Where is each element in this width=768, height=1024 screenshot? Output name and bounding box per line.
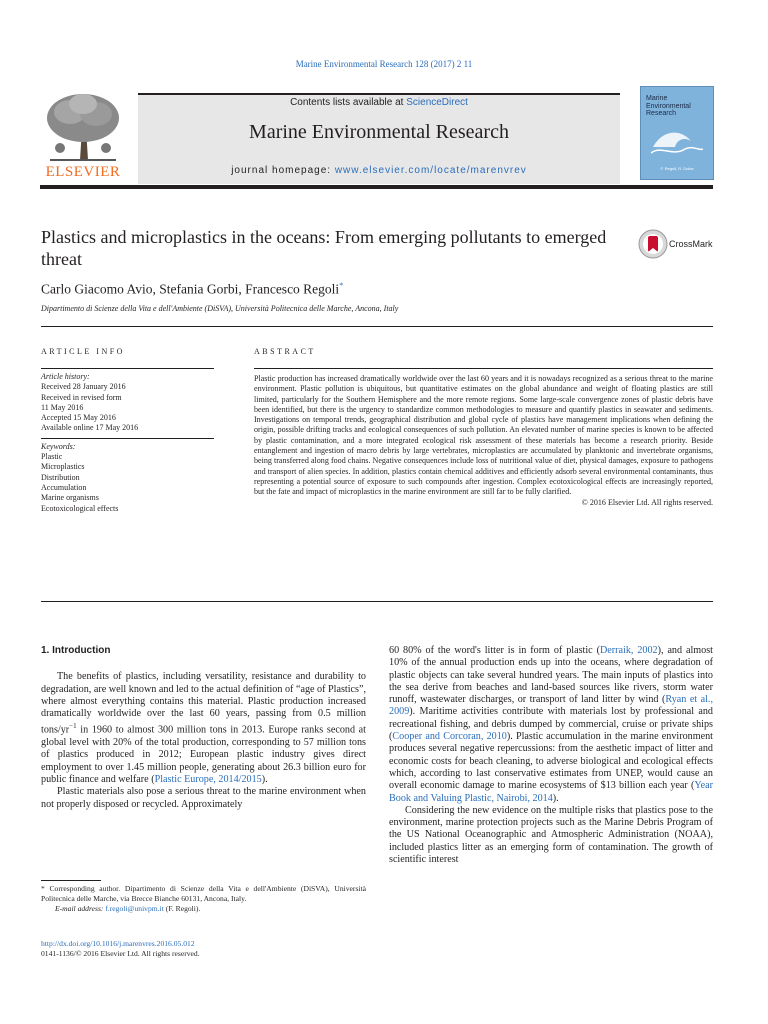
info-rule — [41, 368, 214, 369]
doi-block — [41, 939, 200, 959]
issn-line: 0141-1136/© 2016 Elsevier Ltd. All rights reserved. — [41, 949, 200, 958]
reference-link[interactable]: Ryan et al., 2009 — [389, 694, 713, 718]
footnote-text — [41, 884, 366, 904]
cover-title-line: Environmental — [646, 102, 691, 110]
elsevier-logo — [40, 90, 126, 182]
keyword: Marine organisms — [41, 493, 99, 503]
crossmark-label: CrossMark — [669, 239, 713, 249]
text-run: The benefits of plastics, including versatility, resistance and durability to degradation, are well known and led to the actual definition of “age of Plastics”, where almost everything contains this material. Plastic production increased dramatically worldwide over the last 60 years, passing from 0.5 million tons/yr — [41, 671, 366, 736]
paragraph — [389, 645, 713, 805]
crossmark-button[interactable] — [638, 229, 718, 259]
front-matter-rule — [41, 601, 713, 602]
text-run: ). Plastic accumulation in the marine environment produces several negative repercussions: from the aesthetic impact of litter and economic costs for beach cleaning, to adverse biological and ecological effects which, according to last conservative estimates from UNEP, would cause an overall economic damage to marine ecosystems of $13 billion each year ( — [389, 731, 713, 792]
keywords-block — [41, 438, 214, 514]
journal-title: Marine Environmental Research — [249, 121, 509, 143]
corresponding-author-mark[interactable]: * — [339, 281, 344, 290]
journal-citation[interactable]: Marine Environmental Research 128 (2017) 2 11 — [295, 59, 473, 69]
journal-cover[interactable] — [640, 86, 714, 180]
text-run: 60 80% of the word's litter is in form of plastic ( — [389, 645, 600, 656]
elsevier-tree-icon — [40, 90, 126, 162]
abstract — [254, 368, 713, 508]
authors-text: Carlo Giacomo Avio, Stefania Gorbi, Francesco Regoli — [41, 281, 340, 297]
doi-link[interactable]: http://dx.doi.org/10.1016/j.marenvres.2016.05.012 — [41, 939, 195, 948]
footnote-email-line — [41, 904, 366, 914]
keyword: Microplastics — [41, 462, 85, 472]
history-item: Accepted 15 May 2016 — [41, 413, 116, 423]
section-heading: 1. Introduction — [41, 645, 111, 656]
email-link[interactable]: f.regoli@univpm.it — [105, 904, 164, 913]
paragraph: Considering the new evidence on the multiple risks that plastics pose to the environment, marine protection projects such as the Marine Debris Program of the US National Oceanographic and Atmospheric Administration (NOAA), included plastics litter as an emerging form of contamination. The growth of scientific interest — [389, 804, 713, 866]
abstract-rule — [254, 368, 713, 369]
reference-link[interactable]: Cooper and Corcoran, 2010 — [392, 731, 507, 743]
body-left-column — [41, 645, 366, 811]
history-item: Received 28 January 2016 — [41, 382, 126, 392]
footnote — [41, 884, 366, 914]
cover-title — [646, 95, 691, 118]
reference-link[interactable]: Year Book and Valuing Plastic, Nairobi, 2014 — [389, 780, 713, 804]
abstract-text: Plastic production has increased dramatically worldwide over the last 60 years and it is nowadays recognized as a serious threat to the marine environment. Plastic pollution is ubiquitous, but quantitative estimates on the global abundance and weight of floating plastics are still limited, particularly for the Southern Hemisphere and the more remote regions. Some large-scale convergence zones of plastic debris have been identified, but there is the urgency to standardize common methodologies to measure and quantify plastics in seawater and sediments. Investigations on temporal trends, geographical distribution and global cycle of plastics have management implications when defining the origin, possible drifting tracks and ecological consequences of such pollution. An elevated number of marine species is known to be affected by plastic contamination, and a more integrated ecological risk assessment of these materials has become a research priority. Beside entanglement and ingestion of macro debris by large vertebrates, microplastics are accumulated by planktonic and invertebrate organisms, being transferred along food chains. Negative consequences include loss of nutritional value of diet, physical damages, exposure to pathogens and transport of alien species. In addition, plastics contain chemical additives and efficiently adsorb several environmental contaminants, thus representing a potential source of exposure to such compounds after ingestion. Complex ecotoxicological effects are increasingly reported, but the fate and impact of microplastics in the marine environment are still far to be fully clarified. — [254, 374, 713, 497]
reference-link[interactable]: Plastic Europe, 2014/2015 — [154, 774, 262, 786]
keyword: Ecotoxicological effects — [41, 503, 119, 513]
cover-title-line: Marine — [646, 95, 668, 102]
contents-prefix: Contents lists available at — [290, 97, 407, 108]
cover-wave-icon — [651, 127, 703, 157]
cover-title-line: Research — [646, 110, 676, 117]
history-item: 11 May 2016 — [41, 402, 84, 412]
history-label: Article history: — [41, 372, 90, 381]
body-right-column — [389, 645, 713, 866]
journal-homepage-line — [138, 165, 620, 176]
journal-homepage-link[interactable]: www.elsevier.com/locate/marenvrev — [334, 165, 527, 176]
journal-banner — [138, 93, 620, 184]
article-info — [41, 368, 214, 514]
reference-link[interactable]: Derraik, 2002 — [599, 645, 658, 656]
keywords-rule — [41, 438, 214, 439]
affiliation: Dipartimento di Scienze della Vita e dell'Ambiente (DiSVA), Università Politecnica delle Marche, Ancona, Italy — [41, 304, 399, 313]
paragraph: Plastic materials also pose a serious threat to the marine environment when not properly disposed or recycled. Approximately — [41, 786, 366, 810]
text-run: ). Maritime activities contribute with materials lost by professional and recreational fishing, and debris dumped by commercial, cruise or private ships ( — [389, 706, 713, 743]
title-block-rule — [41, 326, 713, 327]
superscript: −1 — [69, 722, 77, 731]
header-rule — [40, 185, 713, 189]
keyword: Accumulation — [41, 482, 87, 492]
footnote-body: Corresponding author. Dipartimento di Scienze della Vita e dell'Ambiente (DiSVA), Università Politecnica delle Marche, via Brecce Bianche 60131, Ancona, Italy. — [41, 884, 366, 903]
keywords-label: Keywords: — [41, 441, 76, 451]
history-item: Received in revised form — [41, 392, 122, 402]
abstract-heading: ABSTRACT — [254, 347, 316, 356]
text-run: in 1960 to almost 300 million tons in 2013. Europe ranks second at global level with 20% of the total production, corresponding to 57 million tons of plastics produced in 2012; European plastic industry gives direct employment to over 1.45 million people, generating about 26.3 billion euro for public finance and welfare ( — [41, 724, 366, 786]
banner-rule — [138, 93, 620, 95]
footnote-mark: * — [41, 884, 45, 893]
text-run: ). — [261, 774, 268, 786]
elsevier-wordmark: ELSEVIER — [45, 164, 121, 180]
sciencedirect-link[interactable]: ScienceDirect — [406, 97, 468, 108]
homepage-prefix: journal homepage: — [231, 165, 335, 176]
paragraph — [41, 671, 366, 786]
email-label: E-mail address: — [55, 904, 106, 913]
footnote-rule — [41, 880, 101, 881]
text-run: ), and almost 10% of the annual production ends up into the oceans, where degradation of plastic objects can take several hundred years. The main inputs of plastics into the sea derive from beaches and land-based sources like rivers, storm water runoff, wastewater discharges, or transport of land litter by wind ( — [389, 645, 713, 706]
keyword: Distribution — [41, 472, 80, 482]
text-run: ). — [552, 792, 559, 804]
email-suffix: (F. Regoli). — [163, 904, 201, 913]
article-info-heading: ARTICLE INFO — [41, 347, 125, 356]
abstract-copyright: © 2016 Elsevier Ltd. All rights reserved. — [581, 497, 713, 507]
author-list — [41, 281, 343, 298]
contents-line — [138, 97, 620, 108]
keyword: Plastic — [41, 452, 63, 462]
article-title: Plastics and microplastics in the oceans: From emerging pollutants to emerged threat — [41, 227, 607, 269]
crossmark-icon — [638, 229, 668, 259]
cover-subtitle: F. Regoli, R. Dolce — [660, 166, 694, 171]
history-item: Available online 17 May 2016 — [41, 423, 139, 433]
